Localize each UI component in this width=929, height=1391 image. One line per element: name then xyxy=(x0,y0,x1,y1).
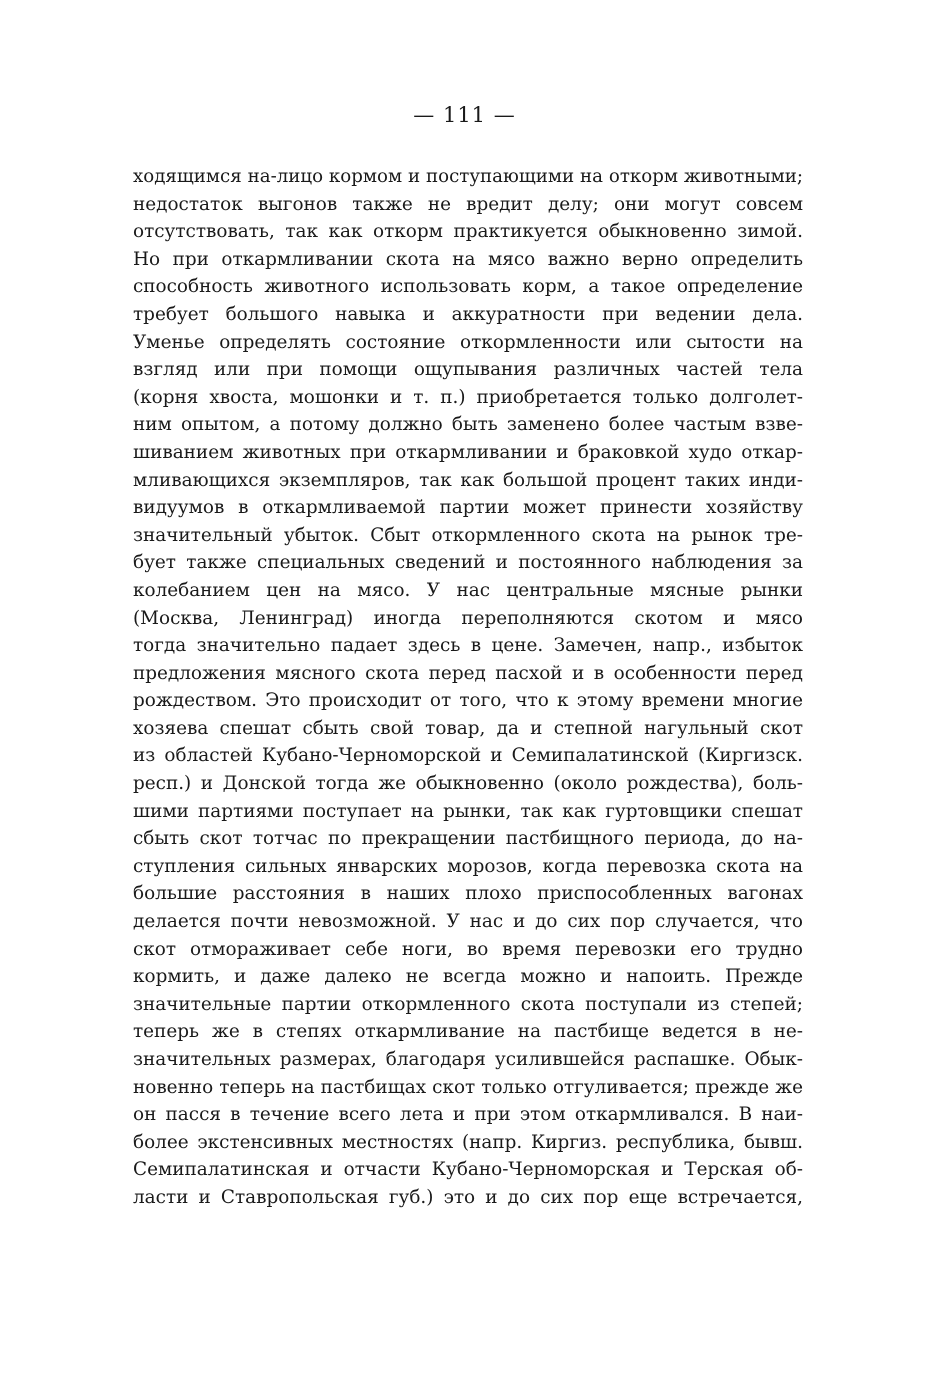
text-line: ходящимся на-лицо кормом и поступающими на откорм животными; xyxy=(133,166,803,187)
text-line: ним опытом, а потому должно быть заменено более частым взве- xyxy=(133,414,803,436)
text-line: предложения мясного скота перед пасхой и в особенности перед xyxy=(133,662,803,684)
text-line: бует также специальных сведений и постоянного наблюдения за xyxy=(133,552,803,574)
text-line: более экстенсивных местностях (напр. Киргиз. республика, бывш. xyxy=(133,1131,803,1153)
text-line: отсутствовать, так как откорм практикуется обыкновенно зимой. xyxy=(133,221,803,243)
text-line: Уменье определять состояние откормленности или сытости на xyxy=(133,331,803,353)
text-line: шими партиями поступает на рынки, так как гуртовщики спешат xyxy=(133,800,803,822)
text-line: способность животного использовать корм, а такое определение xyxy=(133,276,803,298)
text-line: рождеством. Это происходит от того, что к этому времени многие xyxy=(133,690,803,712)
text-line: значительный убыток. Сбыт откормленного скота на рынок тре- xyxy=(133,524,803,546)
text-line: (корня хвоста, мошонки и т. п.) приобретается только долголет- xyxy=(133,386,803,408)
body-text xyxy=(133,163,803,1212)
text-line: видуумов в откармливаемой партии может принести хозяйству xyxy=(133,497,803,519)
text-line: шиванием животных при откармливании и браковкой худо откар- xyxy=(133,441,803,463)
text-line: взгляд или при помощи ощупывания различных частей тела xyxy=(133,359,803,381)
text-line: Семипалатинская и отчасти Кубано-Черноморская и Терская об- xyxy=(133,1159,803,1181)
text-line: (Москва, Ленинград) иногда переполняются скотом и мясо xyxy=(133,607,803,629)
text-line: теперь же в степях откармливание на пастбище ведется в не- xyxy=(133,1021,803,1043)
text-line: делается почти невозможной. У нас и до сих пор случается, что xyxy=(133,911,803,933)
text-line: тогда значительно падает здесь в цене. Замечен, напр., избыток xyxy=(133,635,803,657)
text-line: респ.) и Донской тогда же обыкновенно (около рождества), боль- xyxy=(133,773,803,795)
text-line: мливающихся экземпляров, так как большой процент таких инди- xyxy=(133,469,803,491)
text-line: скот отмораживает себе ноги, во время перевозки его трудно xyxy=(133,938,803,960)
text-line: сбыть скот тотчас по прекращении пастбищного периода, до на- xyxy=(133,828,803,850)
text-line: ласти и Ставропольская губ.) это и до сих пор еще встречается, xyxy=(133,1186,803,1208)
text-line: ступления сильных январских морозов, когда перевозка скота на xyxy=(133,855,803,877)
text-line: значительных размерах, благодаря усилившейся распашке. Обык- xyxy=(133,1049,803,1070)
text-line: большие расстояния в наших плохо приспособленных вагонах xyxy=(133,883,803,905)
text-line: значительные партии откормленного скота поступали из степей; xyxy=(133,993,803,1015)
text-line: колебанием цен на мясо. У нас центральные мясные рынки xyxy=(133,579,803,601)
text-line: из областей Кубано-Черноморской и Семипалатинской (Киргизск. xyxy=(133,745,803,767)
page-number: — 111 — xyxy=(413,103,516,127)
text-line: Но при откармливании скота на мясо важно верно определить xyxy=(133,248,803,270)
text-line: он пасся в течение всего лета и при этом откармливался. В наи- xyxy=(133,1104,803,1126)
text-line: требует большого навыка и аккуратности при ведении дела. xyxy=(133,303,803,325)
text-line: новенно теперь на пастбищах скот только отгуливается; прежде же xyxy=(133,1076,803,1098)
text-line: недостаток выгонов также не вредит делу; они могут совсем xyxy=(133,193,803,215)
text-line: кормить, и даже далеко не всегда можно и напоить. Прежде xyxy=(133,966,803,988)
text-line: хозяева спешат сбыть свой товар, да и степной нагульный скот xyxy=(133,717,803,739)
